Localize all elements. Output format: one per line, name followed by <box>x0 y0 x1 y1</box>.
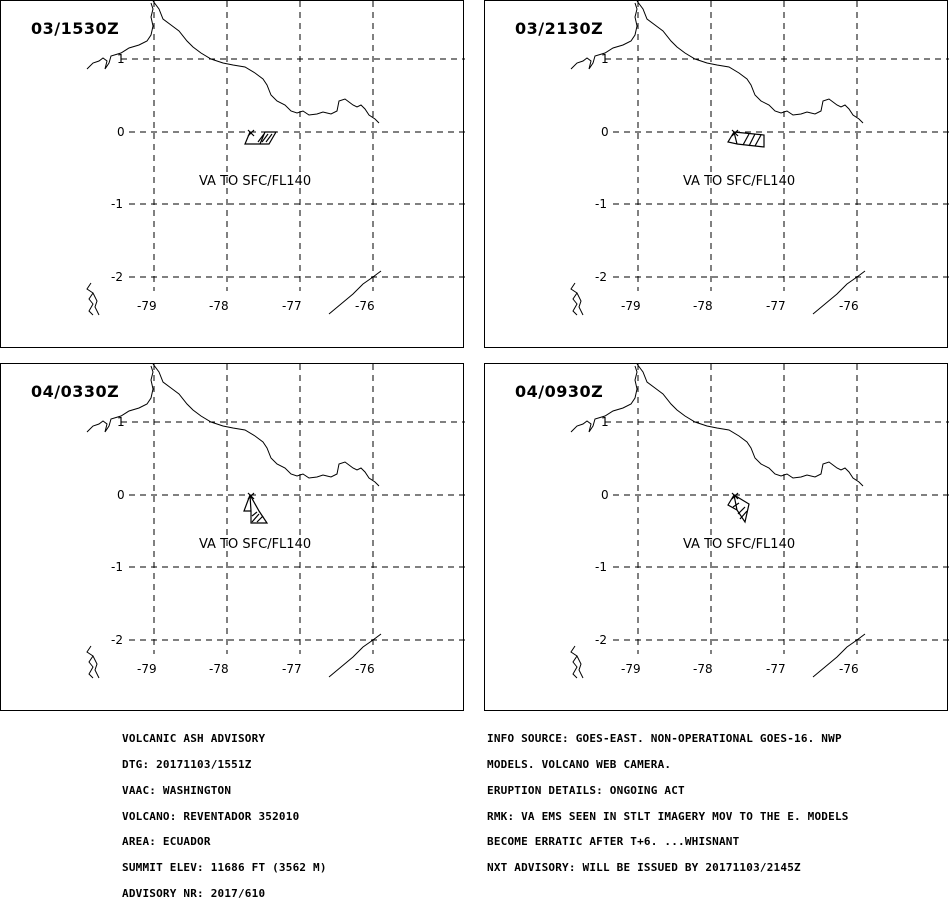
lon-label: -78 <box>209 662 229 676</box>
lat-label: -1 <box>111 197 123 211</box>
lon-label: -76 <box>839 662 859 676</box>
lon-label: -79 <box>137 662 157 676</box>
lat-label: -1 <box>595 197 607 211</box>
lon-label: -77 <box>282 299 302 313</box>
lon-label: -76 <box>839 299 859 313</box>
lat-label: 0 <box>117 488 125 502</box>
lon-label: -77 <box>282 662 302 676</box>
ash-height-label: VA TO SFC/FL140 <box>683 174 796 189</box>
advisory-remarks-cont: BECOME ERRATIC AFTER T+6. ...WHISNANT <box>487 835 740 849</box>
lon-label: -77 <box>766 299 786 313</box>
ash-height-label: VA TO SFC/FL140 <box>683 537 796 552</box>
lon-label: -77 <box>766 662 786 676</box>
advisory-details-block <box>487 718 849 881</box>
lon-label: -79 <box>137 299 157 313</box>
lat-label: 0 <box>601 125 609 139</box>
advisory-volcano: VOLCANO: REVENTADOR 352010 <box>122 809 300 823</box>
advisory-info-source-cont: MODELS. VOLCANO WEB CAMERA. <box>487 757 672 771</box>
lat-label: 1 <box>117 415 125 429</box>
forecast-time: 03/1530Z <box>31 19 120 38</box>
forecast-panel-1 <box>0 0 464 348</box>
advisory-next: NXT ADVISORY: WILL BE ISSUED BY 20171103/2145Z <box>487 861 801 875</box>
forecast-time: 04/0330Z <box>31 382 120 401</box>
forecast-time: 03/2130Z <box>515 19 604 38</box>
advisory-vaac: VAAC: WASHINGTON <box>122 783 232 797</box>
advisory-dtg: DTG: 20171103/1551Z <box>122 757 252 771</box>
lon-label: -79 <box>621 299 641 313</box>
lat-label: -2 <box>111 270 123 284</box>
lon-label: -78 <box>209 299 229 313</box>
advisory-remarks: RMK: VA EMS SEEN IN STLT IMAGERY MOV TO THE E. MODELS <box>487 809 849 823</box>
lat-label: -1 <box>595 560 607 574</box>
advisory-eruption-details: ERUPTION DETAILS: ONGOING ACT <box>487 783 685 797</box>
ash-height-label: VA TO SFC/FL140 <box>199 174 312 189</box>
lat-label: -2 <box>595 633 607 647</box>
advisory-number: ADVISORY NR: 2017/610 <box>122 886 266 900</box>
advisory-info-source: INFO SOURCE: GOES-EAST. NON-OPERATIONAL GOES-16. NWP <box>487 732 842 746</box>
advisory-area: AREA: ECUADOR <box>122 835 211 849</box>
lat-label: -2 <box>595 270 607 284</box>
forecast-panel-2 <box>484 0 948 348</box>
forecast-time: 04/0930Z <box>515 382 604 401</box>
advisory-header-block <box>122 718 327 907</box>
advisory-title: VOLCANIC ASH ADVISORY <box>122 732 266 746</box>
lon-label: -76 <box>355 299 375 313</box>
lat-label: 0 <box>117 125 125 139</box>
lat-label: 0 <box>601 488 609 502</box>
lon-label: -79 <box>621 662 641 676</box>
advisory-summit-elev: SUMMIT ELEV: 11686 FT (3562 M) <box>122 861 327 875</box>
lon-label: -78 <box>693 662 713 676</box>
lat-label: -2 <box>111 633 123 647</box>
lat-label: -1 <box>111 560 123 574</box>
forecast-panel-4 <box>484 363 948 711</box>
lat-label: 1 <box>117 52 125 66</box>
lon-label: -76 <box>355 662 375 676</box>
lon-label: -78 <box>693 299 713 313</box>
forecast-panel-3 <box>0 363 464 711</box>
lat-label: 1 <box>601 52 609 66</box>
ash-height-label: VA TO SFC/FL140 <box>199 537 312 552</box>
lat-label: 1 <box>601 415 609 429</box>
